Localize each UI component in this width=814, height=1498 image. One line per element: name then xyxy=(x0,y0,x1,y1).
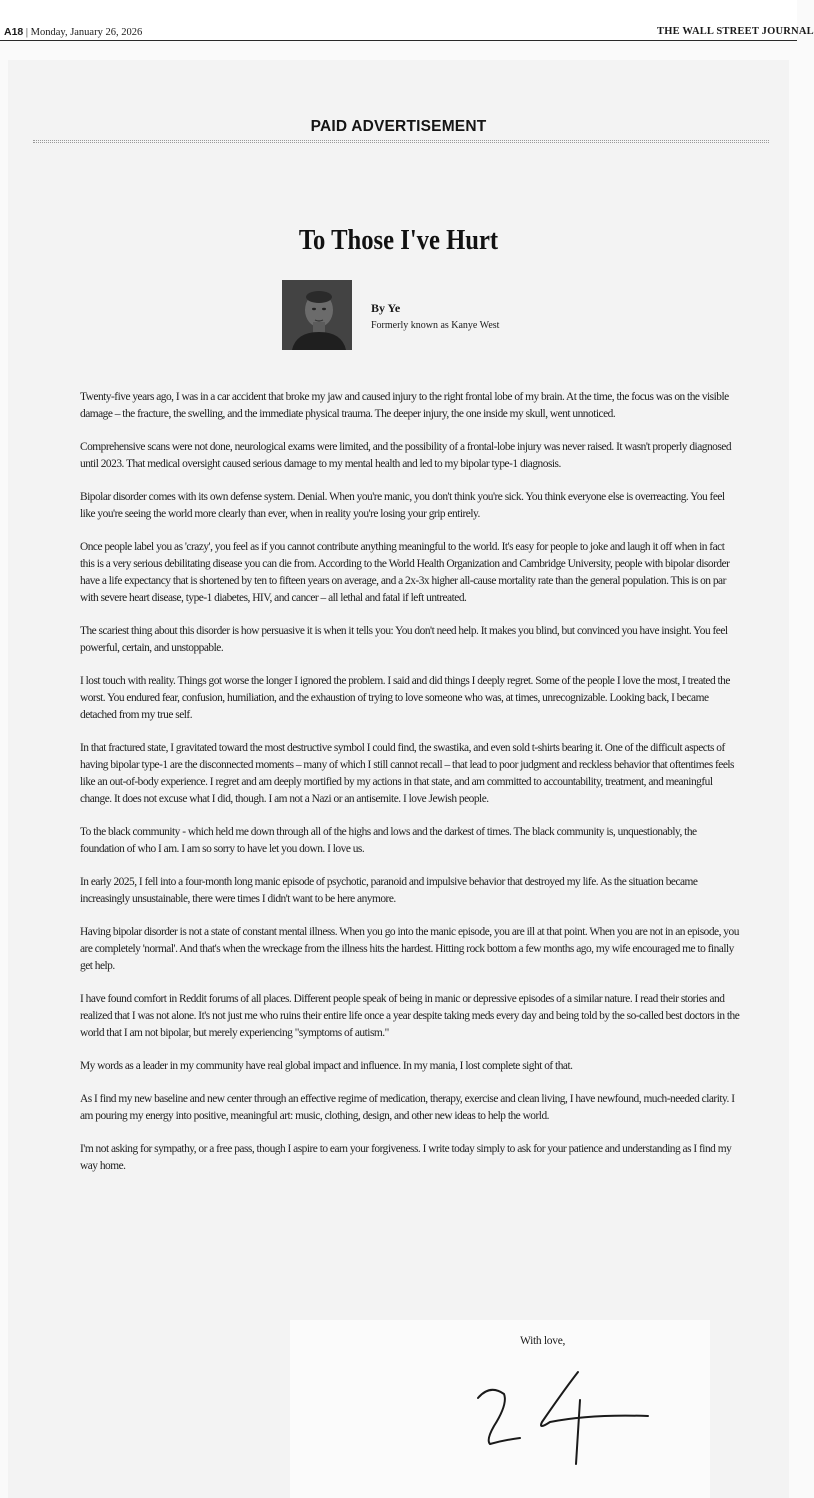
closing-line: With love, xyxy=(520,1335,566,1347)
handwritten-signature-icon xyxy=(460,1360,660,1470)
paragraph: The scariest thing about this disorder is how persuasive it is when it tells you: You don't need help. It makes you blind, but convinced you have insight. You feel powerful, certain, and unstoppable. xyxy=(80,625,728,654)
paragraph: Having bipolar disorder is not a state of constant mental illness. When you go into the manic episode, you are ill at that point. When you are not in an episode, you are completely 'normal'. And that's when the wreckage from the illness hits the hardest. Hitting rock bottom a few months ago, my wife encouraged me to finally get help. xyxy=(80,926,739,972)
byline xyxy=(371,301,499,331)
paragraph: To the black community - which held me down through all of the highs and lows and the darkest of times. The black community is, unquestionably, the foundation of who I am. I am so sorry to have let you down. I love us. xyxy=(80,826,697,855)
ad-headline: To Those I've Hurt xyxy=(298,225,499,256)
dotted-divider xyxy=(33,140,769,143)
paragraph: Comprehensive scans were not done, neurological exams were limited, and the possibility of a frontal-lobe injury was never raised. It wasn't properly diagnosed until 2023. That medical oversight caused serious damage to my mental health and led to my bipolar type-1 diagnosis. xyxy=(80,441,732,470)
paragraph: As I find my new baseline and new center through an effective regime of medication, therapy, exercise and clean living, I have newfound, much-needed clarity. I am pouring my energy into positive, meaningful art: music, clothing, design, and other new ideas to help the world. xyxy=(80,1093,735,1122)
paragraph: I have found comfort in Reddit forums of all places. Different people speak of being in manic or depressive episodes of a similar nature. I read their stories and realized that I was not alone. It's not just me who ruins their entire life once a year despite taking meds every day and being told by the so-called best doctors in the world that I am not bipolar, but merely experiencing "symptoms of autism." xyxy=(80,993,740,1039)
author-alias: Formerly known as Kanye West xyxy=(371,320,500,331)
page-number: A18 xyxy=(4,26,24,38)
paragraph: Once people label you as 'crazy', you feel as if you cannot contribute anything meaningful to the world. It's easy for people to joke and laugh it off when in fact this is a very serious debilitating disease you can die from. According to the World Health Organization and Cambridge University, people with bipolar disorder have a life expectancy that is shortened by ten to fifteen years on average, and a 2x-3x higher all-cause mortality rate than the general population. This is on par with severe heart disease, type-1 diabetes, HIV, and cancer – all lethal and fatal if left untreated. xyxy=(80,541,730,604)
paragraph: I lost touch with reality. Things got worse the longer I ignored the problem. I said and did things I deeply regret. Some of the people I love the most, I treated the worst. You endured fear, confusion, humiliation, and the exhaustion of trying to love someone who was, at times, unrecognizable. Looking back, I became detached from my true self. xyxy=(80,675,730,721)
author-avatar xyxy=(282,280,352,350)
paragraph: In early 2025, I fell into a four-month long manic episode of psychotic, paranoid and impulsive behavior that destroyed my life. As the situation became increasingly unsustainable, there were times I didn't want to be here anymore. xyxy=(80,876,698,905)
issue-date: Monday, January 26, 2026 xyxy=(30,27,143,38)
paragraph: Bipolar disorder comes with its own defense system. Denial. When you're manic, you don't think you're sick. You think everyone else is overreacting. You feel like you're seeing the world more clearly than ever, when in reality you're losing your grip entirely. xyxy=(80,491,725,520)
newspaper-masthead xyxy=(0,0,814,41)
paragraph: In that fractured state, I gravitated toward the most destructive symbol I could find, the swastika, and even sold t-shirts bearing it. One of the difficult aspects of having bipolar type-1 are the disconnected moments – many of which I still cannot recall – that lead to poor judgment and reckless behavior that oftentimes feels like an out-of-body experience. I regret and am deeply mortified by my actions in that state, and am committed to accountability, treatment, and meaningful change. It does not excuse what I did, though. I am not a Nazi or an antisemite. I love Jewish people. xyxy=(80,742,734,805)
paragraph: My words as a leader in my community have real global impact and influence. In my mania, I lost complete sight of that. xyxy=(80,1060,573,1072)
author-name: By Ye xyxy=(371,301,401,315)
publication-name: THE WALL STREET JOURNAL xyxy=(657,26,814,37)
paragraph: Twenty-five years ago, I was in a car accident that broke my jaw and caused injury to the right frontal lobe of my brain. At the time, the focus was on the visible damage – the fracture, the swelling, and the immediate physical trauma. The deeper injury, the one inside my skull, went unnoticed. xyxy=(80,391,729,420)
paragraph: I'm not asking for sympathy, or a free pass, though I aspire to earn your forgiveness. I write today simply to ask for your patience and understanding as I find my way home. xyxy=(80,1143,732,1172)
author-portrait-icon xyxy=(282,280,352,350)
dateline-separator: | xyxy=(25,27,31,38)
paid-advertisement-label: PAID ADVERTISEMENT xyxy=(310,118,487,135)
page-dateline xyxy=(4,26,142,38)
letter-body xyxy=(80,389,740,1191)
